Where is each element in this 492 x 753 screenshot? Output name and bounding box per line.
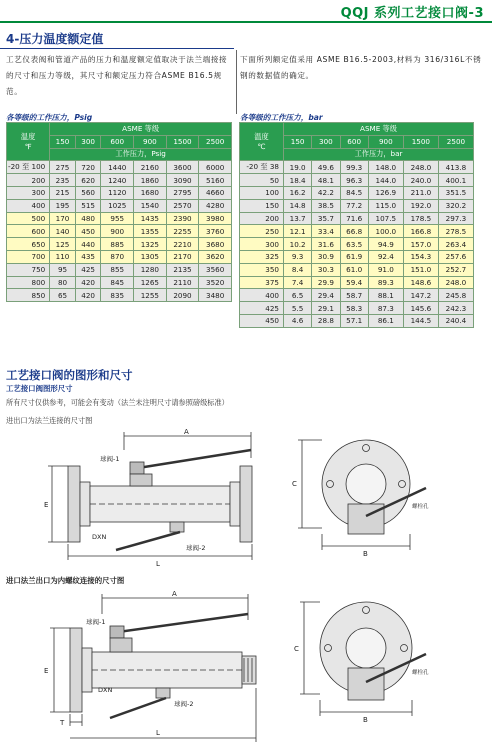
temperature-cell: 375 bbox=[240, 276, 284, 289]
temperature-cell: -20 至 38 bbox=[240, 161, 284, 174]
pressure-cell: 87.3 bbox=[368, 302, 403, 315]
series-title: QQJ 系列工艺接口阀-3 bbox=[340, 6, 484, 21]
pressure-cell: 144.5 bbox=[403, 314, 438, 327]
pressure-cell: 14.8 bbox=[284, 199, 312, 212]
ball-valve-1-label: 球阀-1 bbox=[86, 618, 106, 626]
pressure-cell: 2090 bbox=[166, 289, 199, 302]
pressure-cell: 84.5 bbox=[340, 186, 368, 199]
pressure-cell: 480 bbox=[75, 212, 101, 225]
pressure-cell: 65 bbox=[50, 289, 76, 302]
pressure-table-psig bbox=[6, 122, 232, 302]
pressure-cell: 29.4 bbox=[312, 289, 340, 302]
pressure-cell: 257.6 bbox=[438, 250, 473, 263]
dim-label-e: E bbox=[44, 501, 49, 509]
pressure-cell: 235 bbox=[50, 174, 76, 187]
pressure-cell: 5160 bbox=[199, 174, 232, 187]
section-title-pressure-temperature: 4-压力温度额定值 bbox=[6, 32, 104, 46]
pressure-table-bar bbox=[239, 122, 474, 328]
pressure-cell: 12.1 bbox=[284, 225, 312, 238]
pressure-cell: 7.4 bbox=[284, 276, 312, 289]
pressure-cell: 3600 bbox=[166, 161, 199, 174]
pressure-cell: 425 bbox=[75, 263, 101, 276]
pressure-cell: 5.5 bbox=[284, 302, 312, 315]
bar-table-caption: 各等级的工作压力，bar bbox=[240, 113, 323, 122]
temp-header: 温度 bbox=[254, 132, 269, 142]
pressure-cell: 49.6 bbox=[312, 161, 340, 174]
pressure-cell: 13.7 bbox=[284, 212, 312, 225]
pressure-cell: 148.6 bbox=[403, 276, 438, 289]
pressure-cell: 2210 bbox=[166, 238, 199, 251]
temperature-cell: 200 bbox=[7, 174, 50, 187]
pressure-cell: 3090 bbox=[166, 174, 199, 187]
temperature-cell: 350 bbox=[240, 263, 284, 276]
temperature-cell: 850 bbox=[7, 289, 50, 302]
class-header-cell: 600 bbox=[101, 135, 134, 148]
pressure-cell: 35.7 bbox=[312, 212, 340, 225]
ball-valve-1-label: 球阀-1 bbox=[100, 455, 120, 463]
pressure-cell: 126.9 bbox=[368, 186, 403, 199]
temperature-cell: 325 bbox=[240, 250, 284, 263]
class-header-cell: 1500 bbox=[403, 135, 438, 148]
bolt-hole-label: 螺栓孔 bbox=[412, 504, 429, 510]
temperature-cell: 450 bbox=[240, 314, 284, 327]
pressure-cell: 33.4 bbox=[312, 225, 340, 238]
pressure-cell: 28.8 bbox=[312, 314, 340, 327]
temperature-cell: 600 bbox=[7, 225, 50, 238]
pressure-cell: 31.6 bbox=[312, 238, 340, 251]
psig-table-caption: 各等级的工作压力，Psig bbox=[6, 113, 93, 122]
pressure-cell: 30.9 bbox=[312, 250, 340, 263]
pressure-cell: 4660 bbox=[199, 186, 232, 199]
temperature-cell: 300 bbox=[240, 238, 284, 251]
pressure-cell: 10.2 bbox=[284, 238, 312, 251]
temperature-cell: 425 bbox=[240, 302, 284, 315]
table-row bbox=[240, 161, 474, 174]
pressure-cell: 42.2 bbox=[312, 186, 340, 199]
pressure-cell: 58.3 bbox=[340, 302, 368, 315]
pressure-cell: 955 bbox=[101, 212, 134, 225]
dim-label-t: T bbox=[60, 719, 65, 727]
class-header-cell: 300 bbox=[75, 135, 101, 148]
pressure-cell: 195 bbox=[50, 199, 76, 212]
intro-paragraph-left: 工艺仪表阀和管道产品的压力和温度额定值取决于法兰端接接的尺寸和压力等级，其尺寸和额定压力符合ASME B16.5规范。 bbox=[6, 55, 228, 96]
temperature-cell: 700 bbox=[7, 250, 50, 263]
pressure-cell: 9.3 bbox=[284, 250, 312, 263]
pressure-cell: 420 bbox=[75, 289, 101, 302]
pressure-cell: 1280 bbox=[134, 263, 167, 276]
pressure-cell: 248.0 bbox=[438, 276, 473, 289]
dimensions-subcaption: 工艺接口阀图形尺寸 bbox=[6, 384, 73, 393]
pressure-cell: 1265 bbox=[134, 276, 167, 289]
pressure-cell: 400.1 bbox=[438, 174, 473, 187]
pressure-cell: 6.5 bbox=[284, 289, 312, 302]
column-divider bbox=[236, 50, 237, 114]
table-row bbox=[240, 238, 474, 251]
pressure-cell: 560 bbox=[75, 186, 101, 199]
asme-class-header: ASME 等级 bbox=[284, 123, 474, 136]
temperature-cell: 250 bbox=[240, 225, 284, 238]
pressure-cell: 435 bbox=[75, 250, 101, 263]
temperature-cell: 750 bbox=[7, 263, 50, 276]
pressure-unit-header: 工作压力，bar bbox=[284, 148, 474, 161]
pressure-cell: 1440 bbox=[101, 161, 134, 174]
drawing-flange-threaded bbox=[6, 588, 486, 748]
pressure-cell: 1540 bbox=[134, 199, 167, 212]
temperature-cell: 500 bbox=[7, 212, 50, 225]
dim-label-e: E bbox=[44, 667, 49, 675]
pressure-cell: 18.4 bbox=[284, 174, 312, 187]
pressure-cell: 720 bbox=[75, 161, 101, 174]
pressure-cell: 845 bbox=[101, 276, 134, 289]
table-row bbox=[240, 199, 474, 212]
temp-header: 温度 bbox=[20, 132, 36, 142]
table-row bbox=[7, 225, 232, 238]
pressure-cell: 48.1 bbox=[312, 174, 340, 187]
pressure-cell: 1120 bbox=[101, 186, 134, 199]
pressure-cell: 2390 bbox=[166, 212, 199, 225]
pressure-cell: 1305 bbox=[134, 250, 167, 263]
pressure-cell: 61.9 bbox=[340, 250, 368, 263]
table-row bbox=[240, 174, 474, 187]
class-header-cell: 1500 bbox=[166, 135, 199, 148]
pressure-cell: 248.0 bbox=[403, 161, 438, 174]
pressure-cell: 1325 bbox=[134, 238, 167, 251]
class-header-cell: 900 bbox=[134, 135, 167, 148]
pressure-cell: 110 bbox=[50, 250, 76, 263]
pressure-cell: 178.5 bbox=[403, 212, 438, 225]
table-row bbox=[240, 302, 474, 315]
pressure-cell: 3680 bbox=[199, 238, 232, 251]
temperature-cell: 200 bbox=[240, 212, 284, 225]
pressure-cell: 58.7 bbox=[340, 289, 368, 302]
pressure-cell: 413.8 bbox=[438, 161, 473, 174]
pressure-cell: 63.5 bbox=[340, 238, 368, 251]
pressure-cell: 92.4 bbox=[368, 250, 403, 263]
temperature-cell: 100 bbox=[240, 186, 284, 199]
dim-label-b: B bbox=[363, 550, 368, 558]
class-header-cell: 600 bbox=[340, 135, 368, 148]
table-row bbox=[240, 314, 474, 327]
pressure-cell: 252.7 bbox=[438, 263, 473, 276]
table-row bbox=[7, 238, 232, 251]
pressure-cell: 94.9 bbox=[368, 238, 403, 251]
pressure-cell: 1240 bbox=[101, 174, 134, 187]
pressure-cell: 99.3 bbox=[340, 161, 368, 174]
pressure-cell: 3520 bbox=[199, 276, 232, 289]
class-header-cell: 2500 bbox=[438, 135, 473, 148]
temperature-cell: -20 至 100 bbox=[7, 161, 50, 174]
pressure-cell: 351.5 bbox=[438, 186, 473, 199]
dimensions-note: 所有尺寸仅供参考，可能会有变动（法兰未注明尺寸请参照磅级标准） bbox=[6, 398, 229, 407]
pressure-cell: 3620 bbox=[199, 250, 232, 263]
class-header-cell: 300 bbox=[312, 135, 340, 148]
pressure-cell: 297.3 bbox=[438, 212, 473, 225]
table-row bbox=[7, 212, 232, 225]
pressure-cell: 144.0 bbox=[368, 174, 403, 187]
pressure-cell: 166.8 bbox=[403, 225, 438, 238]
dim-label-l: L bbox=[156, 729, 160, 737]
pressure-cell: 240.4 bbox=[438, 314, 473, 327]
pressure-cell: 215 bbox=[50, 186, 76, 199]
pressure-cell: 450 bbox=[75, 225, 101, 238]
pressure-cell: 2160 bbox=[134, 161, 167, 174]
pressure-cell: 151.0 bbox=[403, 263, 438, 276]
flanged-drawing-caption: 进出口为法兰连接的尺寸图 bbox=[6, 416, 93, 425]
drawing-flanged-both-ends bbox=[6, 428, 486, 573]
pressure-cell: 4.6 bbox=[284, 314, 312, 327]
pressure-cell: 192.0 bbox=[403, 199, 438, 212]
pressure-cell: 107.5 bbox=[368, 212, 403, 225]
pressure-cell: 2255 bbox=[166, 225, 199, 238]
pressure-cell: 19.0 bbox=[284, 161, 312, 174]
pressure-cell: 96.3 bbox=[340, 174, 368, 187]
pressure-cell: 91.0 bbox=[368, 263, 403, 276]
pressure-cell: 275 bbox=[50, 161, 76, 174]
dim-label-a: A bbox=[172, 590, 177, 598]
pressure-cell: 125 bbox=[50, 238, 76, 251]
pressure-cell: 145.6 bbox=[403, 302, 438, 315]
pressure-cell: 870 bbox=[101, 250, 134, 263]
pressure-cell: 8.4 bbox=[284, 263, 312, 276]
pressure-cell: 57.1 bbox=[340, 314, 368, 327]
pressure-cell: 3560 bbox=[199, 263, 232, 276]
table-row bbox=[7, 199, 232, 212]
threaded-drawing-caption: 进口法兰出口为内螺纹连接的尺寸图 bbox=[6, 576, 125, 585]
pressure-cell: 620 bbox=[75, 174, 101, 187]
table-row bbox=[240, 263, 474, 276]
pressure-cell: 320.2 bbox=[438, 199, 473, 212]
pressure-cell: 3480 bbox=[199, 289, 232, 302]
temperature-cell: 400 bbox=[240, 289, 284, 302]
intro-paragraph-right: 下面所列额定值采用 ASME B16.5-2003,材料为 316/316L不锈钢的数据值的确定。 bbox=[240, 55, 482, 80]
table-row bbox=[240, 276, 474, 289]
pressure-cell: 1255 bbox=[134, 289, 167, 302]
class-header-cell: 150 bbox=[50, 135, 76, 148]
table-row bbox=[240, 225, 474, 238]
table-row bbox=[240, 250, 474, 263]
pressure-cell: 66.8 bbox=[340, 225, 368, 238]
pressure-cell: 2170 bbox=[166, 250, 199, 263]
table-row bbox=[7, 250, 232, 263]
dim-label-a: A bbox=[184, 428, 189, 436]
dim-label-c: C bbox=[294, 645, 299, 653]
pressure-cell: 278.5 bbox=[438, 225, 473, 238]
bolt-hole-label: 螺栓孔 bbox=[412, 670, 429, 676]
temperature-cell: 300 bbox=[7, 186, 50, 199]
pressure-unit-header: 工作压力，Psig bbox=[50, 148, 232, 161]
pressure-cell: 3760 bbox=[199, 225, 232, 238]
pressure-cell: 6000 bbox=[199, 161, 232, 174]
class-header-cell: 150 bbox=[284, 135, 312, 148]
asme-class-header: ASME 等级 bbox=[50, 123, 232, 136]
pressure-cell: 38.5 bbox=[312, 199, 340, 212]
pressure-cell: 2795 bbox=[166, 186, 199, 199]
temperature-cell: 50 bbox=[240, 174, 284, 187]
temp-header-cell bbox=[240, 123, 284, 161]
table-row bbox=[7, 276, 232, 289]
table-row bbox=[240, 289, 474, 302]
pressure-cell: 71.6 bbox=[340, 212, 368, 225]
pressure-cell: 835 bbox=[101, 289, 134, 302]
pressure-cell: 2110 bbox=[166, 276, 199, 289]
pressure-cell: 242.3 bbox=[438, 302, 473, 315]
pressure-cell: 77.2 bbox=[340, 199, 368, 212]
pressure-cell: 86.1 bbox=[368, 314, 403, 327]
pressure-cell: 440 bbox=[75, 238, 101, 251]
pressure-cell: 4280 bbox=[199, 199, 232, 212]
table-row bbox=[240, 212, 474, 225]
pressure-cell: 59.4 bbox=[340, 276, 368, 289]
dim-label-l: L bbox=[156, 560, 160, 568]
pressure-cell: 154.3 bbox=[403, 250, 438, 263]
table-row bbox=[240, 186, 474, 199]
pressure-cell: 1025 bbox=[101, 199, 134, 212]
table-row bbox=[7, 289, 232, 302]
pressure-cell: 1435 bbox=[134, 212, 167, 225]
pressure-cell: 240.0 bbox=[403, 174, 438, 187]
temp-header-cell bbox=[7, 123, 50, 161]
pressure-cell: 148.0 bbox=[368, 161, 403, 174]
pressure-cell: 80 bbox=[50, 276, 76, 289]
section-rule bbox=[0, 48, 234, 49]
dxn-label: DXN bbox=[98, 686, 113, 694]
ball-valve-2-label: 球阀-2 bbox=[186, 544, 206, 552]
section-title-dimensions: 工艺接口阀的图形和尺寸 bbox=[6, 368, 133, 382]
pressure-cell: 157.0 bbox=[403, 238, 438, 251]
pressure-cell: 1680 bbox=[134, 186, 167, 199]
pressure-cell: 885 bbox=[101, 238, 134, 251]
pressure-cell: 2570 bbox=[166, 199, 199, 212]
temperature-cell: 400 bbox=[7, 199, 50, 212]
table-row bbox=[7, 174, 232, 187]
pressure-cell: 1355 bbox=[134, 225, 167, 238]
table-row bbox=[7, 161, 232, 174]
pressure-cell: 95 bbox=[50, 263, 76, 276]
temperature-cell: 800 bbox=[7, 276, 50, 289]
temperature-cell: 150 bbox=[240, 199, 284, 212]
table-row bbox=[7, 186, 232, 199]
pressure-cell: 1860 bbox=[134, 174, 167, 187]
dim-label-b: B bbox=[363, 716, 368, 724]
temp-unit: ℉ bbox=[24, 142, 32, 152]
pressure-cell: 855 bbox=[101, 263, 134, 276]
pressure-cell: 88.1 bbox=[368, 289, 403, 302]
pressure-cell: 211.0 bbox=[403, 186, 438, 199]
pressure-cell: 3980 bbox=[199, 212, 232, 225]
pressure-cell: 30.3 bbox=[312, 263, 340, 276]
dim-label-c: C bbox=[292, 480, 297, 488]
pressure-cell: 29.9 bbox=[312, 276, 340, 289]
pressure-cell: 170 bbox=[50, 212, 76, 225]
pressure-cell: 147.2 bbox=[403, 289, 438, 302]
class-header-cell: 2500 bbox=[199, 135, 232, 148]
class-header-cell: 900 bbox=[368, 135, 403, 148]
ball-valve-2-label: 球阀-2 bbox=[174, 700, 194, 708]
pressure-cell: 515 bbox=[75, 199, 101, 212]
pressure-cell: 245.8 bbox=[438, 289, 473, 302]
dxn-label: DXN bbox=[92, 533, 107, 541]
pressure-cell: 420 bbox=[75, 276, 101, 289]
pressure-cell: 29.1 bbox=[312, 302, 340, 315]
pressure-cell: 263.4 bbox=[438, 238, 473, 251]
pressure-cell: 100.0 bbox=[368, 225, 403, 238]
pressure-cell: 140 bbox=[50, 225, 76, 238]
pressure-cell: 2135 bbox=[166, 263, 199, 276]
pressure-cell: 16.2 bbox=[284, 186, 312, 199]
pressure-cell: 89.3 bbox=[368, 276, 403, 289]
temperature-cell: 650 bbox=[7, 238, 50, 251]
pressure-cell: 900 bbox=[101, 225, 134, 238]
pressure-cell: 61.0 bbox=[340, 263, 368, 276]
pressure-cell: 115.0 bbox=[368, 199, 403, 212]
top-rule bbox=[0, 21, 492, 23]
temp-unit: ℃ bbox=[257, 142, 266, 152]
table-row bbox=[7, 263, 232, 276]
